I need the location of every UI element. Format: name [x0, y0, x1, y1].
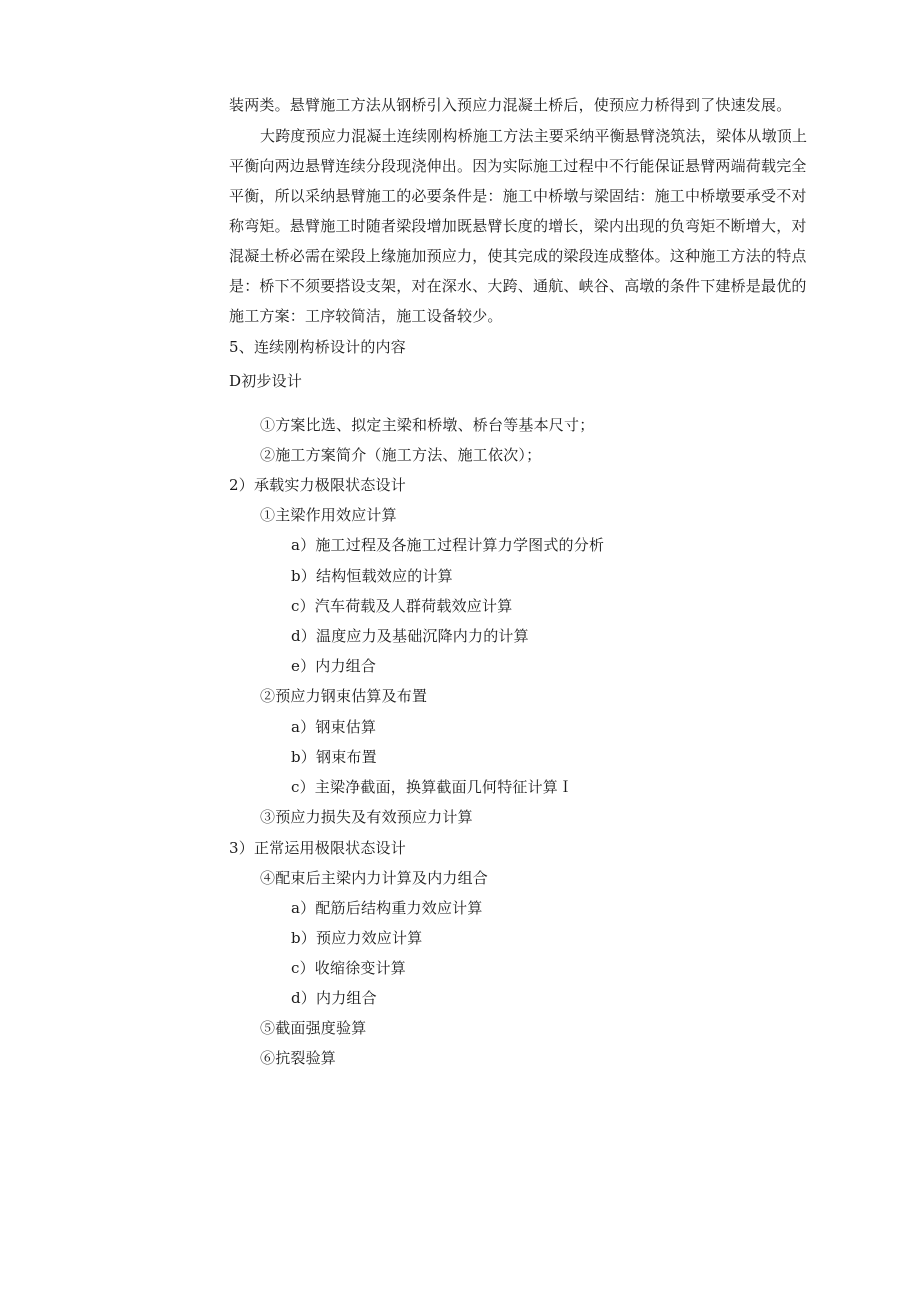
outline-item: D初步设计	[229, 372, 303, 390]
outline-item: ⑤截面强度验算	[260, 1019, 367, 1037]
paragraph-line: 装两类。悬臂施工方法从钢桥引入预应力混凝土桥后，使预应力桥得到了快速发展。	[229, 96, 792, 114]
outline-item: b）钢束布置	[291, 748, 377, 766]
paragraph-line: 称弯矩。悬臂施工时随者梁段增加既悬臂长度的增长，梁内出现的负弯矩不断增大，对	[229, 217, 807, 235]
section-heading: 5、连续刚构桥设计的内容	[229, 338, 406, 356]
outline-item: ④配束后主梁内力计算及内力组合	[260, 869, 489, 887]
outline-item: ②施工方案简介（施工方法、施工依次）；	[260, 446, 542, 464]
outline-item: c）收缩徐变计算	[291, 959, 407, 977]
outline-item: 3）正常运用极限状态设计	[229, 839, 406, 857]
outline-item: ②预应力钢束估算及布置	[260, 687, 428, 705]
outline-item: ①方案比选、拟定主梁和桥墩、桥台等基本尺寸；	[260, 416, 595, 434]
outline-item: 2）承载实力极限状态设计	[229, 476, 406, 494]
paragraph-line: 平衡，所以采纳悬臂施工的必要条件是：施工中桥墩与梁固结：施工中桥墩要承受不对	[229, 187, 807, 205]
paragraph-line: 施工方案：工序较简洁，施工设备较少。	[229, 307, 503, 325]
outline-item: d）内力组合	[291, 989, 377, 1007]
outline-item: b）结构恒载效应的计算	[291, 567, 453, 585]
outline-item: a）钢束估算	[291, 718, 377, 736]
outline-item: a）配筋后结构重力效应计算	[291, 899, 483, 917]
paragraph-line: 是：桥下不须要搭设支架，对在深水、大跨、通航、峡谷、高墩的条件下建桥是最优的	[229, 277, 807, 295]
outline-item: a）施工过程及各施工过程计算力学图式的分析	[291, 536, 605, 554]
outline-item: ③预应力损失及有效预应力计算	[260, 808, 473, 826]
outline-item: c）汽车荷载及人群荷载效应计算	[291, 597, 513, 615]
outline-item: b）预应力效应计算	[291, 929, 423, 947]
paragraph-line: 平衡向两边悬臂连续分段现浇伸出。因为实际施工过程中不行能保证悬臂两端荷载完全	[229, 157, 807, 175]
paragraph-line: 大跨度预应力混凝土连续刚构桥施工方法主要采纳平衡悬臂浇筑法，梁体从墩顶上	[260, 127, 808, 145]
outline-item: ⑥抗裂验算	[260, 1049, 337, 1067]
outline-item: d）温度应力及基础沉降内力的计算	[291, 627, 529, 645]
outline-item: e）内力组合	[291, 657, 377, 675]
outline-item: ①主梁作用效应计算	[260, 506, 397, 524]
paragraph-line: 混凝土桥必需在梁段上缘施加预应力，使其完成的梁段连成整体。这种施工方法的特点	[229, 247, 807, 265]
outline-item: c）主梁净截面，换算截面几何特征计算Ｉ	[291, 778, 574, 796]
